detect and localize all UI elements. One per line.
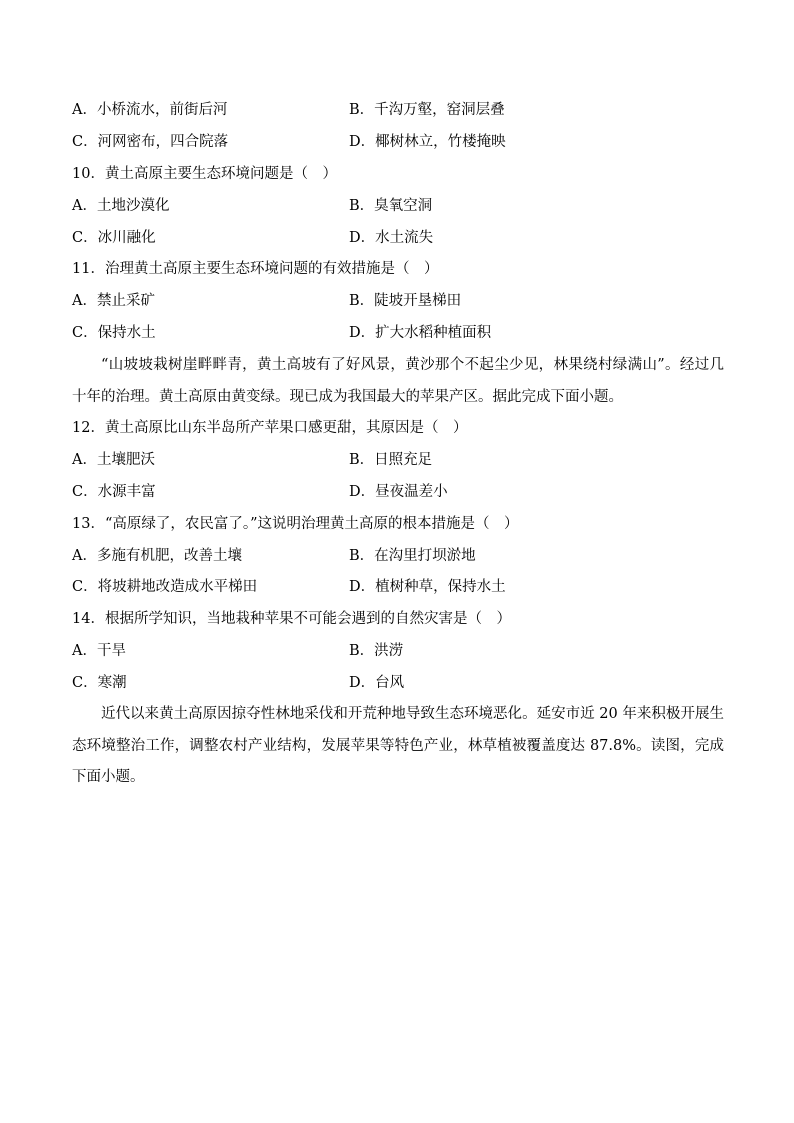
q14-stem: 14．根据所学知识，当地栽种苹果不可能会遇到的自然灾害是（ ）: [72, 611, 511, 627]
q13-option-a[interactable]: A．多施有机肥，改善土壤: [72, 548, 242, 564]
q10-options-row-2: [72, 228, 732, 248]
q12-stem: 12．黄土高原比山东半岛所产苹果口感更甜，其原因是（ ）: [72, 420, 468, 436]
q12-option-d[interactable]: D．昼夜温差小: [349, 484, 448, 500]
q9-option-a[interactable]: A．小桥流水，前街后河: [72, 102, 228, 118]
q14-options-row-1: [72, 641, 732, 661]
passage-apple-region: “山坡坡栽树崖畔畔青，黄土高坡有了好风景，黄沙那个不起尘少见，林果绕村绿满山”。经过几十年的治理。黄土高原由黄变绿。现已成为我国最大的苹果产区。据此完成下面小题。: [72, 357, 724, 405]
q13-options-row-2: [72, 577, 732, 597]
passage-yanan-ecology: 近代以来黄土高原因掠夺性林地采伐和开荒种地导致生态环境恶化。延安市近 20 年来积极开展生态环境整治工作，调整农村产业结构，发展苹果等特色产业，林草植被覆盖度达 87.8%。读图，完成下面小题。: [72, 706, 724, 785]
q14-option-c[interactable]: C．寒潮: [72, 675, 127, 691]
q9-options-row-1: [72, 100, 732, 120]
q13-option-d[interactable]: D．植树种草，保持水土: [349, 579, 506, 595]
q13-stem: 13．“高原绿了，农民富了。”这说明治理黄土高原的根本措施是（ ）: [72, 516, 519, 532]
q10-option-d[interactable]: D．水土流失: [349, 230, 434, 246]
q14-options-row-2: [72, 673, 732, 693]
q10-option-c[interactable]: C．冰川融化: [72, 230, 156, 246]
q13-options-row-1: [72, 546, 732, 566]
q11-stem: 11．治理黄土高原主要生态环境问题的有效措施是（ ）: [72, 261, 439, 277]
q9-option-b[interactable]: B．千沟万壑，窑洞层叠: [349, 102, 505, 118]
q9-option-c[interactable]: C．河网密布，四合院落: [72, 134, 229, 150]
q12-option-c[interactable]: C．水源丰富: [72, 484, 156, 500]
q11-option-a[interactable]: A．禁止采矿: [72, 293, 155, 309]
q11-option-b[interactable]: B．陡坡开垦梯田: [349, 293, 462, 309]
q12-option-a[interactable]: A．土壤肥沃: [72, 452, 155, 468]
q13-option-b[interactable]: B．在沟里打坝淤地: [349, 548, 476, 564]
q11-options-row-2: [72, 323, 732, 343]
q9-options-row-2: [72, 132, 732, 152]
q12-option-b[interactable]: B．日照充足: [349, 452, 433, 468]
q10-option-a[interactable]: A．土地沙漠化: [72, 198, 170, 214]
q14-option-a[interactable]: A．干旱: [72, 643, 126, 659]
q14-option-d[interactable]: D．台风: [349, 675, 405, 691]
q14-option-b[interactable]: B．洪涝: [349, 643, 404, 659]
q11-option-c[interactable]: C．保持水土: [72, 325, 156, 341]
q12-options-row-1: [72, 450, 732, 470]
q11-options-row-1: [72, 291, 732, 311]
q9-option-d[interactable]: D．椰树林立，竹楼掩映: [349, 134, 506, 150]
q10-stem: 10．黄土高原主要生态环境问题是（ ）: [72, 166, 337, 182]
q13-option-c[interactable]: C．将坡耕地改造成水平梯田: [72, 579, 258, 595]
q11-option-d[interactable]: D．扩大水稻种植面积: [349, 325, 492, 341]
q10-options-row-1: [72, 196, 732, 216]
q12-options-row-2: [72, 482, 732, 502]
q10-option-b[interactable]: B．臭氧空洞: [349, 198, 433, 214]
